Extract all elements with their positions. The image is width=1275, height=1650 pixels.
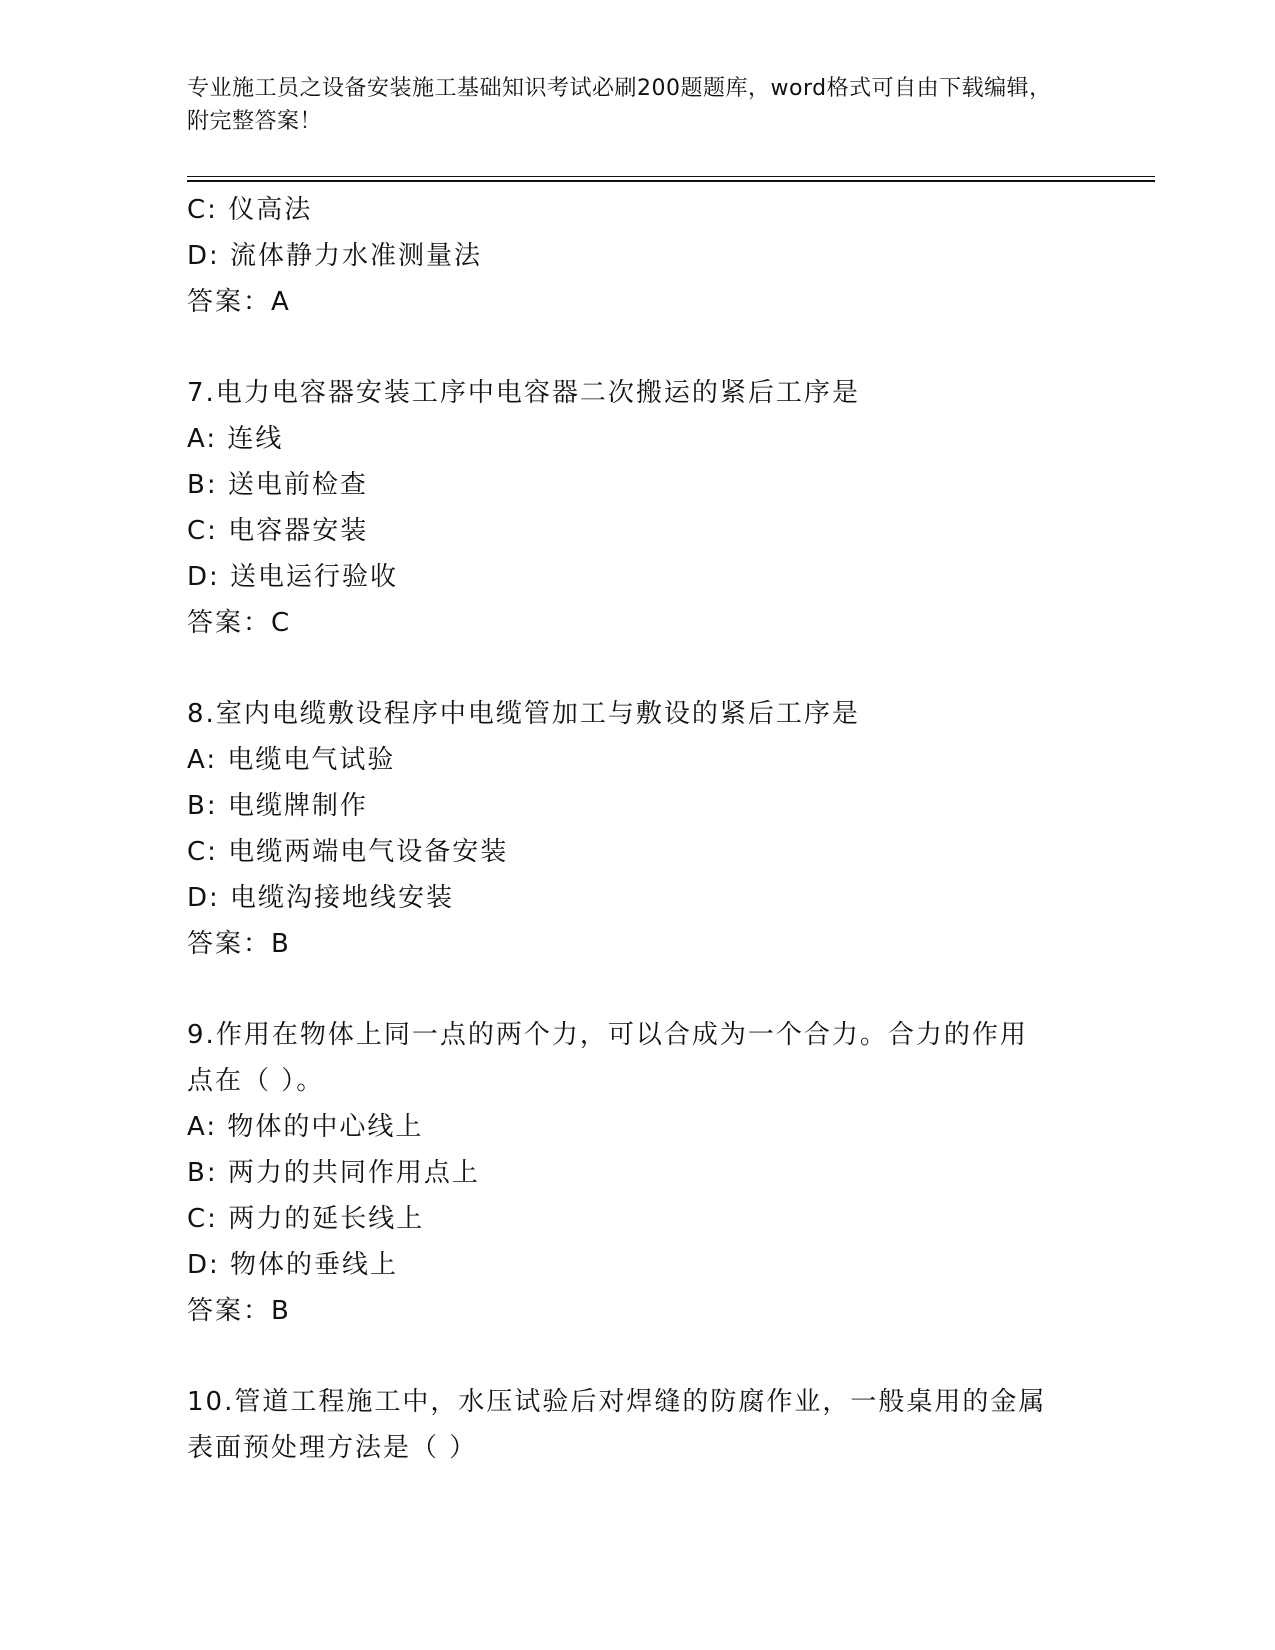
option-text: 两力的共同作用点上 — [227, 1158, 480, 1188]
answer-line — [187, 921, 1087, 967]
answer-value: B — [271, 1296, 291, 1326]
option-text: 物体的垂线上 — [230, 1250, 399, 1280]
option-b — [187, 462, 1087, 508]
option-a — [187, 416, 1087, 462]
option-label: C: — [187, 195, 218, 225]
option-a — [187, 1104, 1087, 1150]
option-label: A: — [187, 1112, 218, 1142]
option-text: 送电前检查 — [227, 470, 368, 500]
option-label: C: — [187, 837, 218, 867]
question-stem — [187, 370, 1087, 416]
question-stem — [187, 1012, 1047, 1104]
question-stem — [187, 691, 1087, 737]
option-label: B: — [187, 791, 218, 821]
option-text: 流体静力水准测量法 — [230, 241, 483, 271]
option-d — [187, 1242, 1087, 1288]
option-c — [187, 187, 1087, 233]
question-number: 9. — [187, 1020, 216, 1050]
option-text: 电缆两端电气设备安装 — [228, 837, 509, 867]
question-number: 10. — [187, 1387, 235, 1417]
option-text: 物体的中心线上 — [227, 1112, 424, 1142]
option-text: 两力的延长线上 — [228, 1204, 425, 1234]
question-number: 8. — [187, 699, 216, 729]
question-8 — [187, 691, 1087, 967]
answer-label: 答案： — [187, 608, 272, 638]
option-b — [187, 783, 1087, 829]
option-text: 电容器安装 — [228, 516, 369, 546]
answer-value: B — [271, 929, 291, 959]
question-7 — [187, 370, 1087, 646]
answer-line — [187, 279, 1087, 325]
option-b — [187, 1150, 1087, 1196]
option-label: D: — [187, 562, 220, 592]
answer-value: C — [271, 608, 292, 638]
question-text: 电力电容器安装工序中电容器二次搬运的紧后工序是 — [215, 378, 860, 408]
option-label: C: — [187, 1204, 218, 1234]
question-10 — [187, 1379, 1087, 1471]
question-text: 作用在物体上同一点的两个力，可以合成为一个合力。合力的作用点在（ ）。 — [187, 1020, 1028, 1096]
option-c — [187, 1196, 1087, 1242]
option-text: 电缆沟接地线安装 — [230, 883, 455, 913]
option-label: D: — [187, 1250, 220, 1280]
answer-value: A — [271, 287, 291, 317]
answer-label: 答案： — [187, 929, 272, 959]
question-9 — [187, 1012, 1087, 1334]
option-label: B: — [187, 470, 218, 500]
option-text: 电缆电气试验 — [227, 745, 396, 775]
answer-label: 答案： — [187, 287, 272, 317]
option-d — [187, 875, 1087, 921]
option-text: 连线 — [227, 424, 284, 454]
answer-label: 答案： — [187, 1296, 272, 1326]
answer-line — [187, 1288, 1087, 1334]
question-text: 管道工程施工中，水压试验后对焊缝的防腐作业，一般桌用的金属表面预处理方法是（ ） — [187, 1387, 1047, 1463]
option-label: A: — [187, 745, 218, 775]
option-label: B: — [187, 1158, 218, 1188]
option-c — [187, 829, 1087, 875]
option-text: 电缆牌制作 — [227, 791, 368, 821]
question-list — [187, 187, 1087, 1471]
header-rule-thick — [187, 180, 1155, 182]
document-header: 专业施工员之设备安装施工基础知识考试必刷200题题库，word格式可自由下载编辑，附完整答案！ — [187, 76, 1052, 134]
question-text: 室内电缆敷设程序中电缆管加工与敷设的紧后工序是 — [215, 699, 860, 729]
option-label: A: — [187, 424, 218, 454]
option-label: D: — [187, 883, 220, 913]
question-stem — [187, 1379, 1067, 1471]
option-a — [187, 737, 1087, 783]
answer-line — [187, 600, 1087, 646]
header-rule-thin — [187, 176, 1155, 177]
option-text: 送电运行验收 — [230, 562, 399, 592]
option-label: C: — [187, 516, 218, 546]
continued-question — [187, 187, 1087, 325]
question-number: 7. — [187, 378, 216, 408]
option-label: D: — [187, 241, 220, 271]
option-d — [187, 233, 1087, 279]
option-text: 仪高法 — [228, 195, 313, 225]
option-d — [187, 554, 1087, 600]
option-c — [187, 508, 1087, 554]
